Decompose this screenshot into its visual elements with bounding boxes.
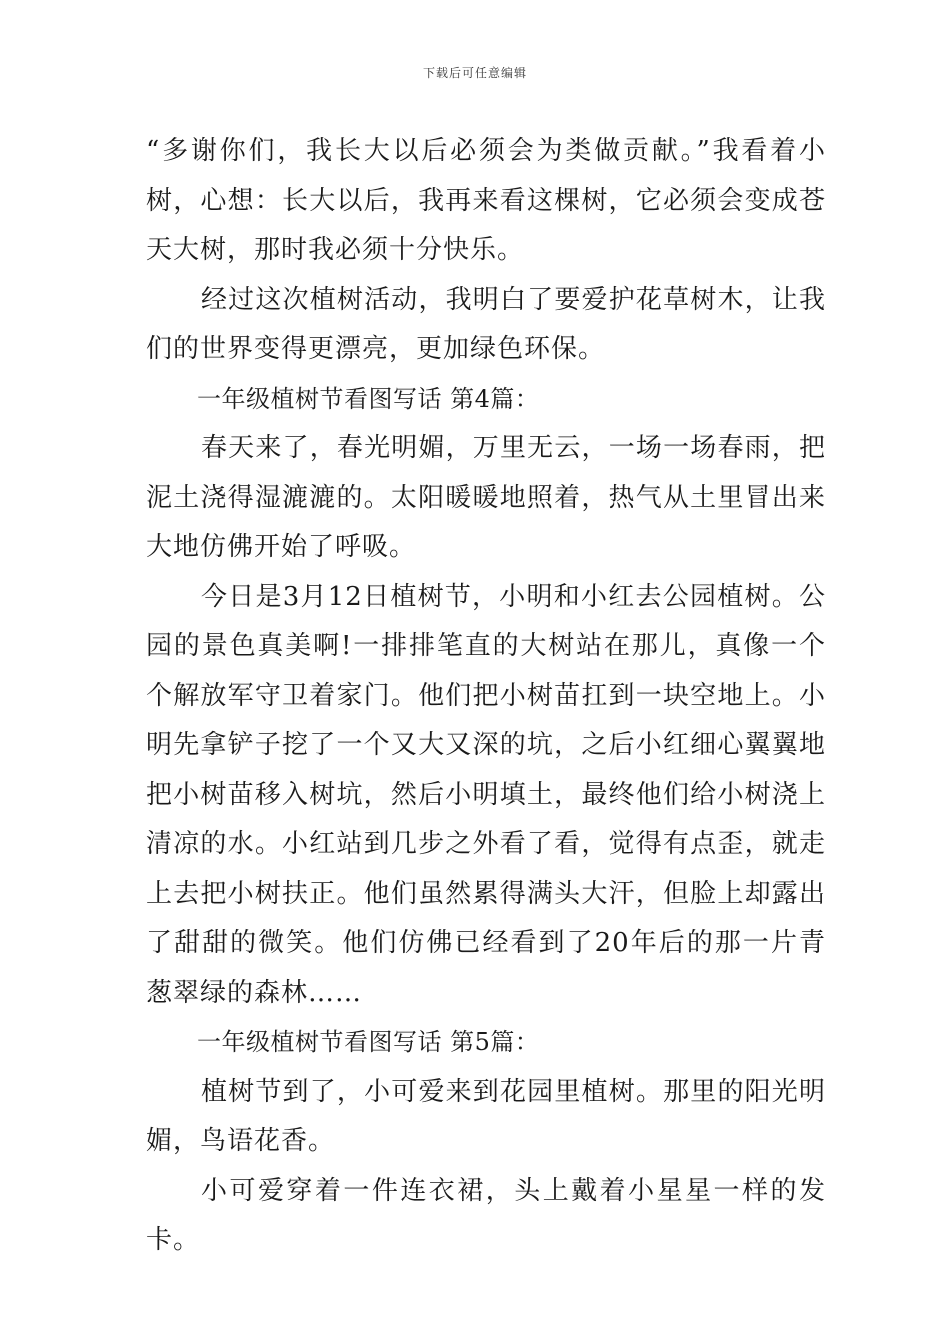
document-body (146, 127, 826, 1266)
section-heading-5: 一年级植树节看图写话 第5篇： (197, 1028, 540, 1056)
section-heading-4: 一年级植树节看图写话 第4篇： (197, 384, 540, 413)
paragraph-garden: 植树节到了，小可爱来到花园里植树。那里的阳光明媚，鸟语花香。 (146, 1076, 826, 1156)
paragraph-arbor-day: 今日是3月12日植树节，小明和小红去公园植树。公园的景色真美啊!一排排笔直的大树站在那儿，真像一个个解放军守卫着家门。他们把小树苗扛到一块空地上。小明先拿铲子挖了一个又大又深的坑，之后小红细心翼翼地把小树苗移入树坑，然后小明填土，最终他们给小树浇上清凉的水。小红站到几步之外看了看，觉得有点歪，就走上去把小树扶正。他们虽然累得满头大汗，但脸上却露出了甜甜的微笑。他们仿佛已经看到了20年后的那一片青葱翠绿的森林…… (146, 581, 826, 1008)
paragraph-thanks: “多谢你们，我长大以后必须会为类做贡献。”我看着小树，心想：长大以后，我再来看这棵树，它必须会变成苍天大树，那时我必须十分快乐。 (146, 136, 826, 265)
paragraph-lesson: 经过这次植树活动，我明白了要爱护花草树木，让我们的世界变得更漂亮，更加绿色环保。 (146, 284, 826, 364)
page-header-note: 下载后可任意编辑 (422, 66, 527, 80)
paragraph-dress: 小可爱穿着一件连衣裙，头上戴着小星星一样的发卡。 (146, 1175, 826, 1255)
paragraph-spring: 春天来了，春光明媚，万里无云，一场一场春雨，把泥土浇得湿漉漉的。太阳暖暖地照着，热气从土里冒出来大地仿佛开始了呼吸。 (146, 433, 826, 562)
